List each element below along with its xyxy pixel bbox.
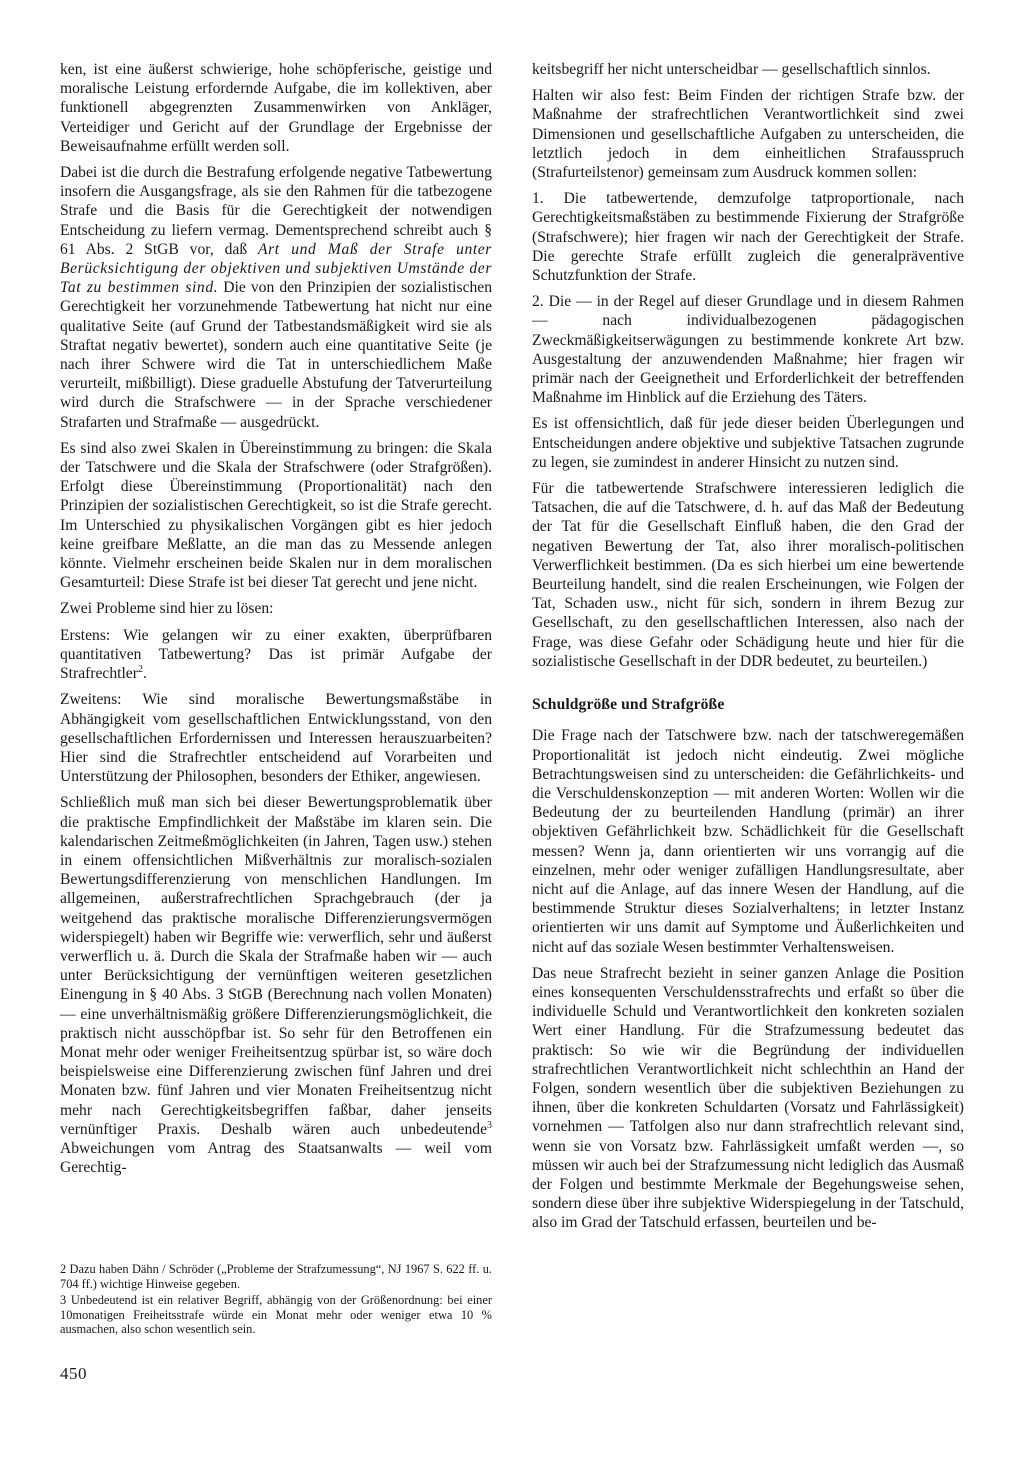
paragraph xyxy=(60,793,492,1177)
page-number: 450 xyxy=(60,1364,87,1383)
paragraph: Es ist offensichtlich, daß für jede dieser beiden Überlegungen und Entscheidungen andere objektive und subjektive Tatsachen zugrunde zu legen, sie zumindest in anderer Hinsicht zu nutzen sind. xyxy=(532,415,964,471)
text-run: Erstens: Wie gelangen wir zu einer exakten, überprüfbaren quantitativen Tatbewertung? Das ist primär Aufgabe der Strafrechtler xyxy=(60,626,492,683)
paragraph: Für die tatbewertende Strafschwere interessieren lediglich die Tatsachen, die auf die Tatschwere, d. h. auf das Maß der Bedeutung der Tat für die Gesellschaft Einfluß haben, die den Grad der negativen Bewertung der Tat, also ihrer moralisch-politischen Verwerflichkeit bestimmen. (Da es sich hierbei um eine bewertende Beurteilung handelt, sind die realen Erscheinungen, wie Folgen der Tat, Schaden usw., nicht für sich, sondern in ihrem Bezug zur Gesellschaft, zu den gesellschaftlichen Interessen, also nach der Frage, was diese Gefahr oder Schädigung heute und hier für die sozialistische Gesellschaft in der DDR bedeutet, zu beurteilen.) xyxy=(532,480,964,670)
footnote-ref-2: 2 xyxy=(137,663,143,675)
paragraph: Das neue Strafrecht bezieht in seiner ganzen Anlage die Position eines konsequenten Verschuldensstrafrechts und erfaßt so über die individuelle Schuld und Verantwortlichkeit den konkreten sozialen Wert einer Handlung. Für die Strafzumessung bedeutet das praktisch: So wie wir die Begründung der individuellen strafrechtlichen Verantwortlichkeit nicht schlechthin an Hand der Folgen, sondern wesentlich über die subjektiven Beziehungen zu ihnen, über die konkreten Schuldarten (Vorsatz und Fahrlässigkeit) vornehmen — Tatfolgen also nur dann strafrechtlich relevant sind, wenn sie von Vorsatz bzw. Fahrlässigkeit umfaßt werden —, so müssen wir auch bei der Strafzumessung nicht lediglich das Ausmaß der Folgen und bestimmte Merkmale der Begehungsweise sehen, sondern diese über ihre subjektive Widerspiegelung in der Tatschuld, also im Grad der Tatschuld erfassen, beurteilen und be- xyxy=(532,964,964,1232)
paragraph xyxy=(60,163,492,432)
paragraph: Zweitens: Wie sind moralische Bewertungsmaßstäbe in Abhängigkeit vom gesellschaftlichen Entwicklungsstand, von den gesellschaftlichen Erfordernissen und Interessen herauszuarbeiten? Hier sind die Strafrechtler entscheidend auf Vorarbeiten und Unterstützung der Philosophen, besonders der Ethiker, angewiesen. xyxy=(60,691,492,786)
paragraph xyxy=(60,626,492,684)
paragraph: Zwei Probleme sind hier zu lösen: xyxy=(60,600,274,618)
text-run: Die von den Prinzipien der sozialistischen Gerechtigkeit her vorzunehmende Tatbewertung hat nicht nur eine qualitative Seite (auf Grund der Tatbestandsmäßigkeit wird sie als Straftat negativ bewertet), sondern auch eine quantitative Seite (je nach ihrer Schwere wird die Tat in unterschiedlichem Maße verurteilt, mißbilligt). Diese graduelle Abstufung der Tatverurteilung wird durch die Strafschwere — in der Sprache verschiedener Strafarten und Strafmaße — ausgedrückt. xyxy=(60,279,493,431)
paragraph: ken, ist eine äußerst schwierige, hohe schöpferische, geistige und moralische Leistung erfordernde Aufgabe, die im kollektiven, aber funktionell abgegrenzten Zusammenwirken von Ankläger, Verteidiger und Gericht auf der Grundlage der Ergebnisse der Beweisaufnahme erfüllt werden soll. xyxy=(60,61,492,155)
paragraph: Es sind also zwei Skalen in Übereinstimmung zu bringen: die Skala der Tatschwere und die Skala der Strafschwere (oder Strafgrößen). Erfolgt diese Übereinstimmung (Proportionalität) nach den Prinzipien der sozialistischen Gerechtigkeit, so ist die Strafe gerecht. Im Unterschied zu physikalischen Vorgängen gibt es hier jedoch keine greifbare Meßlatte, an die man das zu Messende anlegen könnte. Vielmehr erscheinen beide Skalen nur in dem moralischen Gesamturteil: Diese Strafe ist bei dieser Tat gerecht und jene nicht. xyxy=(60,439,492,592)
text-run: Abweichungen vom Antrag des Staatsanwalts — weil vom Gerechtig- xyxy=(60,1139,492,1177)
paragraph: Halten wir also fest: Beim Finden der richtigen Strafe bzw. der Maßnahme der strafrechtlichen Verantwortlichkeit sind zwei Dimensionen und gesellschaftliche Aufgaben zu unterscheiden, die letztlich jedoch in dem einheitlichen Strafausspruch (Strafurteilstenor) gemeinsam zum Ausdruck kommen sollen: xyxy=(532,87,964,182)
text-run: Schließlich muß man sich bei dieser Bewertungsproblematik über die praktische Empfindlichkeit der Maßstäbe im klaren sein. Die kalendarischen Zeitmeßmöglichkeiten (in Jahren, Tagen usw.) stehen in einem offensichtlichen Mißverhältnis zur moralisch-sozialen Bewertungsdifferenzierung von menschlichen Handlungen. Im allgemeinen, außerstrafrechtlichen Sprachgebrauch (der ja weitgehend das praktische moralische Differenzierungsvermögen widerspiegelt) haben wir Begriffe wie: verwerflich, sehr und äußerst verwerflich u. ä. Durch die Skala der Strafmaße haben wir — auch unter Berücksichtigung der vernünftigen weiteren gesetzlichen Einengung in § 40 Abs. 3 StGB (Berechnung nach vollen Monaten) — eine unverhältnismäßig größere Differenzierungsmöglichkeit, die praktisch nicht ausschöpfbar ist. So sehr für den Betroffenen ein Monat mehr oder weniger Freiheitsentzug spürbar ist, so wäre doch beispielsweise eine Differenzierung zwischen fünf Jahren und drei Monaten bzw. fünf Jahren und vier Monaten Freiheitsentzug nicht mehr nach Gerechtigkeitsbegriffen faßbar, daher jenseits vernünftiger Praxis. Deshalb wären auch unbedeutende xyxy=(60,794,492,1138)
left-column xyxy=(60,60,492,1184)
section-heading: Schuldgröße und Strafgröße xyxy=(532,696,725,714)
paragraph: keitsbegriff her nicht unterscheidbar — gesellschaftlich sinnlos. xyxy=(532,61,931,78)
text-run: Dabei ist die durch die Bestrafung erfolgende negative Tatbewertung insofern die Ausgangsfrage, als sie den Rahmen für die tatbezogene Strafe und die Basis für die Gerechtigkeit der notwendigen Entscheidung zu liefern vermag. Dementsprechend schreibt auch § 61 Abs. 2 StGB vor, daß xyxy=(60,164,492,258)
footnotes xyxy=(60,1262,492,1339)
right-column xyxy=(532,60,964,1240)
numbered-paragraph: 1. Die tatbewertende, demzufolge tatproportionale, nach Gerechtigkeitsmaßstäben zu bestimmende Fixierung der Strafgröße (Strafschwere); hier fragen wir nach der Gerechtigkeit der Strafe. Die gerechte Strafe erfüllt zugleich die generalpräventive Schutzfunktion der Strafe. xyxy=(532,190,964,285)
paragraph: Die Frage nach der Tatschwere bzw. nach der tatschweregemäßen Proportionalität ist jedoch nicht eindeutig. Zwei mögliche Betrachtungsweisen sind zu unterscheiden: die Gefährlichkeits- und die Verschuldenskonzeption — mit anderen Worten: Wollen wir die Bedeutung der zu beurteilenden Handlung (primär) an ihrer objektiven Gefährlichkeit bzw. Schädlichkeit für die Gesellschaft messen? Wenn ja, dann orientierten wir uns vorrangig auf die einzelnen, mehr oder weniger zufälligen Handlungsresultate, aber nicht auf die Anlage, auf das innere Wesen der Handlung, auf die bestimmende Struktur dieses Sozialverhaltens; in letzter Instanz orientierten wir uns damit auf Symptome und Äußerlichkeiten und nicht auf das soziale Wesen bestimmter Verhaltensweisen. xyxy=(532,727,964,956)
emphasized-citation: Art und Maß der Strafe unter Berücksichtigung der objektiven und subjektiven Umstände der Tat zu bestimmen sind. xyxy=(60,240,492,297)
numbered-paragraph: 2. Die — in der Regel auf dieser Grundlage und in diesem Rahmen — nach individualbezogenen pädagogischen Zweckmäßigkeitserwägungen zu bestimmende konkrete Art bzw. Ausgestaltung der anzuwendenden Maßnahme; hier fragen wir primär nach der Geeignetheit und Erforderlichkeit der betreffenden Maßnahme im Hinblick auf die Erziehung des Täters. xyxy=(532,293,964,407)
text-run: . xyxy=(142,665,147,683)
footnote-3: 3 Unbedeutend ist ein relativer Begriff, abhängig von der Größenordnung: bei einer 10monatigen Freiheitsstrafe würde ein Monat mehr oder weniger etwa 10 % ausmachen, also schon wesentlich sein. xyxy=(60,1293,492,1337)
footnote-2: 2 Dazu haben Dähn / Schröder („Probleme der Strafzumessung“, NJ 1967 S. 622 ff. u. 704 ff.) wichtige Hinweise gegeben. xyxy=(60,1262,492,1291)
footnote-ref-3: 3 xyxy=(487,1119,492,1131)
